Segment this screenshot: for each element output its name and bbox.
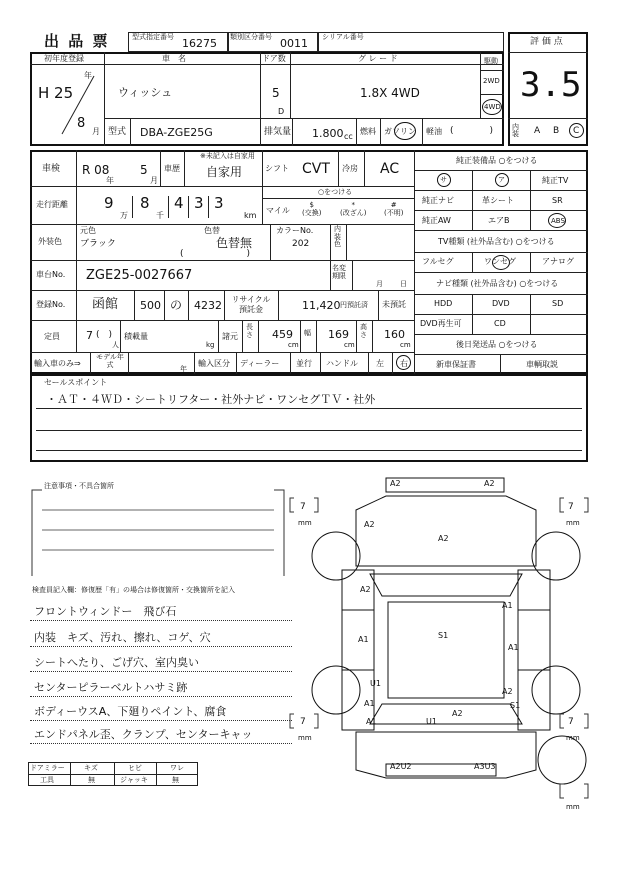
docs-title: 後日発送品 ○をつける [456,340,538,349]
page-title: 出 品 票 [44,32,110,50]
reg-col-6 [378,290,379,320]
color-orig-value: ブラック [80,239,116,249]
class-code-label: 類別区分番号 [230,33,272,41]
mileage-digit-2: 8 [140,194,150,212]
mile-opt-mile: マイル [266,206,290,215]
legend-r1-c2: キズ [84,764,98,772]
mile-note: ○をつける [318,188,353,196]
sales-line-2 [36,430,582,431]
hei-value: 160 [384,328,405,341]
chassis-value: ZGE25-0027667 [86,268,193,283]
mark-left-fender: A2 [360,585,371,594]
capacity-value: 7 [86,329,93,342]
cap-col-3 [242,320,243,352]
len-unit: cm [288,341,299,349]
recycle-label: リサイクル預託金 [231,295,271,314]
tv-title: TV種類 (社外品含む) ○をつける [438,237,555,246]
wid-value: 169 [328,328,349,341]
tire-rl-value: 7 [300,717,306,727]
import-label: 輸入車のみ⇒ [34,359,81,368]
history-label: 車歴 [164,164,180,173]
eq-col-3 [472,252,473,272]
equip-aw: 純正AW [422,216,451,225]
legend-col-1 [70,762,71,786]
displacement-unit: cc [344,132,353,141]
note-line-6: エンドパネル歪、クランプ、センターキャッ [34,728,253,741]
mile-sep-2 [168,196,169,218]
color-code-col [270,224,271,260]
eq-col-7 [500,354,501,374]
mark-rear-bumper-r: A3U3 [474,762,496,771]
inspector-label: 検査員記入欄：修復歴「有」の場合は修復箇所・交換箇所を記入 [32,586,235,594]
tv-analog: アナログ [542,257,574,266]
history-note: ※未記入は自家用 [200,152,255,160]
ac-col-2 [364,150,365,186]
capacity-unit: 人 [112,341,119,349]
capacity-label: 定員 [44,332,60,341]
note-dot-3 [30,671,292,672]
mark-left-rear-wheel-arch: A1 [364,699,375,708]
interior-grade-b: B [553,126,560,136]
shaken-era: R 08 [82,163,110,177]
drive-4wd: 4WD [484,103,501,111]
first-reg-month-unit: 月 [92,127,100,136]
reg-col-4 [224,290,225,320]
model-label: 型式 [108,127,127,137]
mileage-digit-1: 9 [104,194,114,212]
name-change-label: 名変期限 [332,264,346,281]
equip-airbag: エアB [488,216,510,225]
hei-label: 高さ [360,323,367,339]
hei-unit: cm [400,341,411,349]
chassis-label: 車台No. [36,270,66,279]
mile-sep-3 [188,196,189,218]
imp-col-3 [194,352,195,374]
recycle-value: 11,420 [302,299,341,312]
mark-left-front-door: A1 [358,635,369,644]
reg-kana: の [170,298,183,312]
eq-line-1 [414,170,588,171]
reg-col-1 [134,290,135,320]
model-year-unit: 年 [180,365,187,373]
sales-line-1 [36,408,582,409]
shaken-month-unit: 月 [150,176,158,185]
shaken-year-unit: 年 [106,176,114,185]
import-class-label: 輸入区分 [198,359,230,368]
interior-grade-a: A [534,126,541,136]
navi-title: ナビ種類 (社外品含む) ○をつける [436,279,559,288]
import-parallel: 並行 [296,359,312,368]
first-reg-year-unit: 年 [84,71,92,80]
displacement-value: 1.800 [312,127,344,140]
recycle-none: 未預託 [382,300,406,309]
legend-r2-c1: 工具 [40,776,54,784]
sales-label: セールスポイント [44,378,108,387]
veh-col-1 [104,52,105,146]
mark-front-bumper-r: A2 [484,479,495,488]
drive-label: 駆動 [484,57,498,65]
row-d [30,290,414,291]
interior-color-label: 内装色 [334,225,341,249]
color-orig-label: 元色 [80,226,96,235]
eq-line-9 [414,334,588,335]
notes-title: 注意事項・不具合箇所 [44,482,114,490]
reg-area: 函館 [92,297,119,312]
shift-label: シフト [265,164,289,173]
car-name: ウィッシュ [118,86,173,99]
first-reg-era: H 25 [38,84,74,102]
mile-opt-altered: * (改ざん) [340,201,367,218]
note-dot-5 [30,720,292,721]
rating-divider-2 [508,118,588,119]
note-line-3: シートへたり、ごげ穴、室内臭い [34,656,199,669]
legend-r2-c2: 無 [88,776,95,784]
veh-col-3 [290,52,291,118]
fuel-col-2 [380,118,381,146]
type-code-label: 型式指定番号 [132,33,174,41]
mile-opt-unknown: # (不明) [384,201,404,218]
car-name-label: 車 名 [162,54,186,63]
reg-col-5 [278,290,279,320]
mile-sep-1 [132,196,133,218]
wid-label: 幅 [304,329,311,337]
handle-left: 左 [376,359,384,368]
grade-value: 1.8X 4WD [360,86,420,100]
load-label: 積載量 [124,332,148,341]
docs-warranty: 新車保証書 [436,360,476,369]
cap-col-4 [258,320,259,352]
len-label: 長さ [246,323,253,339]
mileage-label: 走行距離 [36,200,68,209]
oil-col [422,118,423,146]
mark-hood: A2 [438,534,449,543]
tire-rr-unit: mm [566,734,580,742]
eq-line-5 [414,252,588,253]
reg-label: 登録No. [36,300,66,309]
mile-opt-col [262,186,263,224]
label-col [76,150,77,352]
eq-col-4 [530,252,531,272]
color-no-label: 色替 [204,226,220,235]
note-dot-2 [30,646,292,647]
row-c [30,260,414,261]
veh-row-line [30,64,504,65]
equipment-title: 純正装備品 ○をつける [456,156,538,165]
capacity-paren: ( ) [96,330,113,340]
mileage-unit: km [244,211,257,220]
note-line-2: 内装 キズ、汚れ、擦れ、コゲ、穴 [34,631,211,644]
model-value: DBA-ZGE25G [140,126,213,139]
name-change-month: 月 [376,280,383,288]
imp-col-5 [290,352,291,374]
notes-bracket [28,486,288,582]
hist-col-2 [184,150,185,186]
navi-cd: CD [494,319,506,328]
tire-rl-unit: mm [298,734,312,742]
disp-col-2 [292,118,293,146]
navi-dvd-play: DVD再生可 [420,319,462,328]
eq-line-3 [414,210,588,211]
class-code-value: 0011 [280,37,308,50]
eq-col-2 [530,170,531,230]
drive-divider [480,70,504,71]
navi-sd: SD [552,299,564,308]
reg-num: 4232 [194,299,222,312]
mark-rear-bumper-l: A2U2 [390,762,412,771]
legend-r1-c1: ドアミラー [30,764,65,772]
rating-value: 3.5 [520,65,582,105]
eq-line-6 [414,272,588,273]
note-dot-6 [30,743,292,744]
mark-left-rear-quarter: U1 [370,679,381,688]
handle-label: ハンドル [326,359,358,368]
tire-fr-unit: mm [566,519,580,527]
eq-line-10 [414,354,588,355]
legend-col-2 [114,762,115,786]
recycle-unit: 円預託済 [340,301,368,309]
int-color-col-2 [346,224,347,260]
cap-col-2 [218,320,219,352]
docs-manual: 車輌取説 [526,360,558,369]
model-year-label: モデル年式 [96,353,124,369]
name-change-col-2 [352,260,353,290]
note-line-5: ボディーウスA、下廻りペイント、腐食 [34,705,227,718]
doors-label: ドア数 [262,54,286,63]
equip-a: ア [498,176,505,184]
equip-sa: サ [440,176,447,184]
cap-col-8 [372,320,373,352]
displacement-label: 排気量 [264,127,292,137]
mark-left-headlight: A2 [364,520,375,529]
navi-dvd: DVD [492,299,510,308]
tv-fullseg: フルセグ [422,257,454,266]
imp-col-7 [368,352,369,374]
equip-navi: 純正ナビ [422,196,454,205]
tire-fl-value: 7 [300,502,306,512]
equipment-split [414,150,415,374]
row-f [30,352,414,353]
mileage-digit-3: 4 [174,194,184,212]
row-a [30,186,414,187]
first-reg-month: 8 [77,116,86,131]
note-line-1: フロントウィンドー 飛び石 [34,605,177,618]
mark-rear-right: A2 [502,687,513,696]
shaken-month: 5 [140,163,148,177]
legend-r2-c4: 無 [172,776,179,784]
first-reg-label: 初年度登録 [44,54,84,63]
interior-grade-c: C [573,126,580,136]
imp-col-2 [128,352,129,374]
disp-col [260,118,261,146]
veh-row-line-2 [104,118,504,119]
mile-sep-4 [208,196,209,218]
mileage-digit-5: 3 [214,194,224,212]
len-value: 459 [272,328,293,341]
veh-col-2 [260,52,261,118]
equip-leather: 革シート [482,196,514,205]
eq-line-8 [414,314,588,315]
row-b [30,224,414,225]
model-col [130,118,131,146]
oil-paren: ( ) [450,126,494,136]
mark-roof: S1 [438,631,449,640]
mark-trunk-u: U1 [426,717,437,726]
drive-divider-2 [480,94,504,95]
handle-right: 右 [400,359,408,368]
mark-right-front-door: A1 [502,601,513,610]
reg-col-2 [164,290,165,320]
equip-tv: 純正TV [542,176,569,185]
legend-r1-c4: ワレ [170,764,184,772]
color-code-label: カラーNo. [276,226,314,235]
drive-2wd: 2WD [483,77,500,85]
int-color-col [330,224,331,260]
eq-col-5 [472,294,473,334]
color-paren: ( ) [180,249,251,259]
mark-right-quarter: S1 [510,701,521,710]
oil-label: 軽油 [426,127,442,136]
tire-fl-unit: mm [298,519,312,527]
shift-value: CVT [302,161,330,177]
eq-line-2 [414,190,588,191]
eq-line-7 [414,294,588,295]
navi-hdd: HDD [434,299,453,308]
tire-spare-unit: mm [566,803,580,811]
color-label: 外装色 [38,237,62,246]
ac-label: 冷房 [342,164,358,173]
doors-value: 5 [272,86,280,100]
tire-rr-value: 7 [568,717,574,727]
ac-value: AC [380,161,400,177]
mileage-digit-4: 3 [194,194,204,212]
rating-label: 評 価 点 [530,37,563,47]
grade-label: グ レ ー ド [358,54,398,63]
equip-abs: ABS [551,217,565,225]
tire-brackets [288,496,598,808]
wid-unit: cm [344,341,355,349]
dim-label: 諸元 [222,332,238,341]
tire-fr-value: 7 [568,502,574,512]
legend-r1-c3: ヒビ [128,764,142,772]
equip-sr: SR [552,196,563,205]
shift-col [262,150,263,186]
doors-type: D [278,107,285,116]
type-code-value: 16275 [182,37,217,50]
cap-col-7 [356,320,357,352]
note-dot-4 [30,696,292,697]
import-dealer: ディーラー [240,359,280,368]
interior-grade-label: 内装 [512,123,519,138]
mile-opt-exchange: $ (交換) [302,201,322,218]
cap-col-1 [120,320,121,352]
load-unit: kg [206,341,215,349]
cap-col-5 [300,320,301,352]
eq-col-1 [472,170,473,230]
color-code-value: 202 [292,239,310,249]
mark-right-rear-door: A1 [508,643,519,652]
legend-mid [28,774,198,775]
rating-divider [508,52,588,53]
color-change-value: 色替無 [216,236,253,250]
fuel-label: 燃料 [360,127,376,136]
imp-col-4 [236,352,237,374]
serial-label: シリアル番号 [322,33,364,41]
fuel-value: ガソリン [384,127,416,136]
tv-oneseg: ワンセグ [484,257,516,266]
fuel-col [356,118,357,146]
ac-col [338,150,339,186]
note-dot-1 [30,620,292,621]
veh-col-4 [480,52,481,118]
reg-col-3 [188,290,189,320]
shaken-label: 車検 [42,164,61,174]
sales-line-3 [36,450,582,451]
legend-col-3 [156,762,157,786]
reg-class: 500 [140,299,161,312]
mileage-sen: 千 [156,211,164,220]
mileage-man: 万 [120,211,128,220]
imp-col-8 [392,352,393,374]
name-change-col [330,260,331,290]
imp-col-6 [320,352,321,374]
mark-rear-left: A1 [366,717,377,726]
imp-col-1 [90,352,91,374]
sales-text: ・ＡＴ・４ＷＤ・シートリフター・社外ナビ・ワンセグＴＶ・社外 [46,393,376,406]
mile-note-line [262,198,414,199]
hist-col [160,150,161,186]
mark-trunk-a: A2 [452,709,463,718]
note-line-4: センターピラーベルトハサミ跡 [34,681,188,694]
history-value: 自家用 [206,165,243,179]
cap-col-6 [316,320,317,352]
name-change-day: 日 [400,280,407,288]
eq-col-6 [530,294,531,334]
sales-box [30,374,588,462]
mark-front-bumper-l: A2 [390,479,401,488]
legend-r2-c3: ジャッキ [120,776,148,784]
eq-line-4 [414,230,588,231]
